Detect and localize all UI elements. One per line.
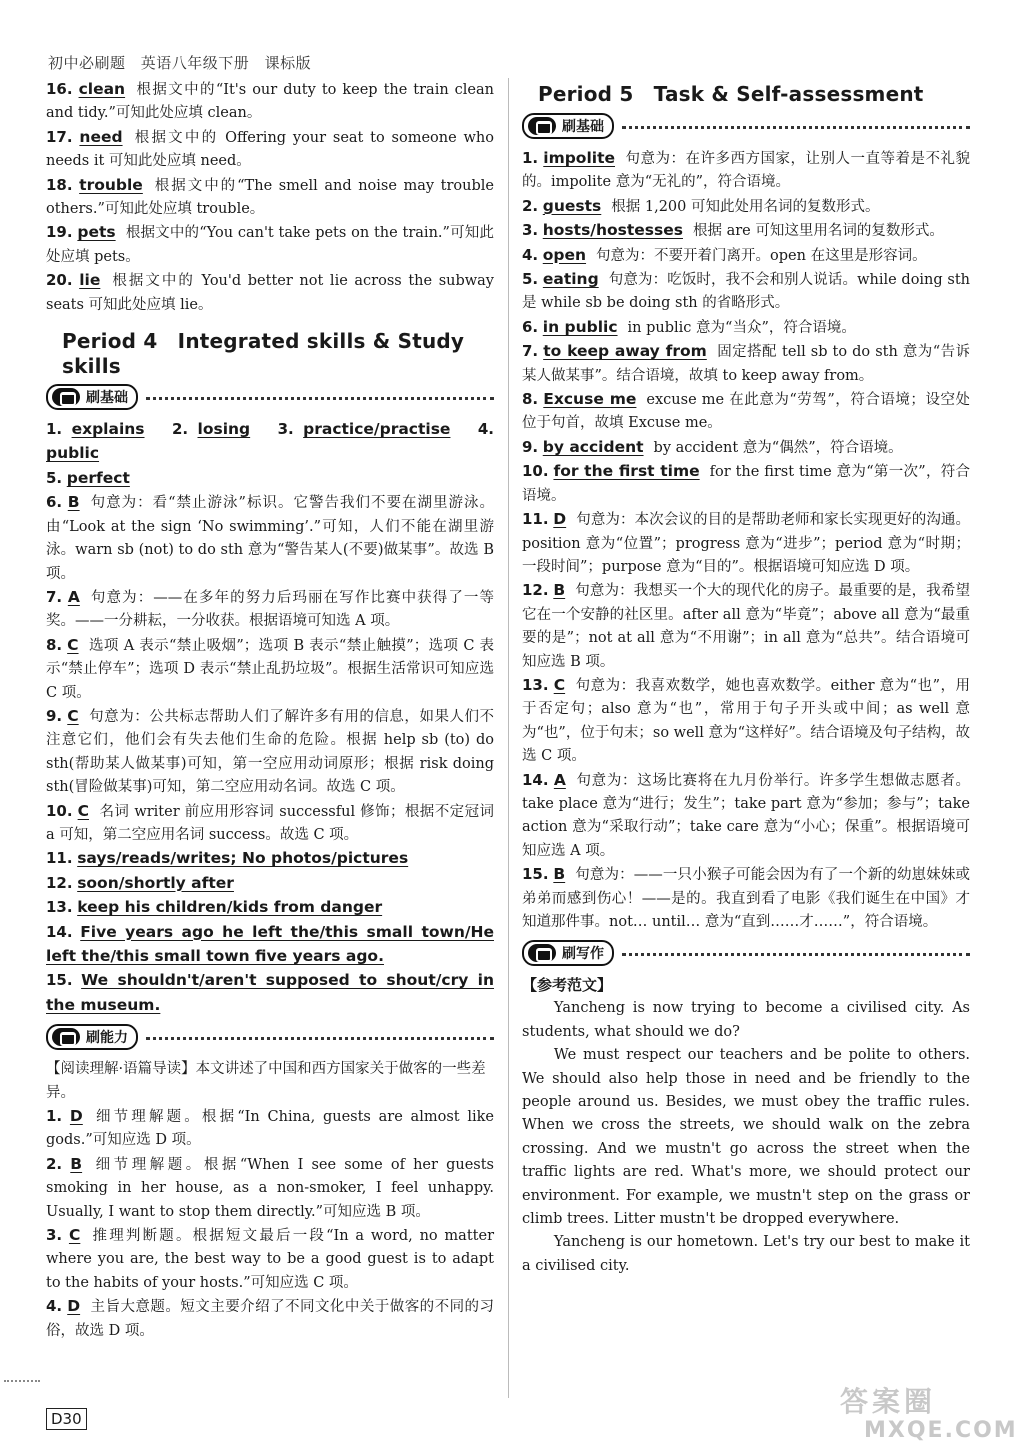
item-answer: clean: [78, 80, 126, 98]
item-number: 8.: [46, 635, 63, 654]
ability-tag-label: 刷能力: [86, 1030, 128, 1047]
item-answer: to keep away from: [543, 342, 707, 361]
answer-4: 4. public: [46, 420, 495, 463]
answer-entry: [522, 674, 970, 769]
answer-entry: [522, 244, 970, 268]
item-answer: C: [68, 1226, 81, 1245]
answer-entry: [46, 586, 494, 634]
item-answer: in public: [542, 317, 618, 336]
item-answer: hosts/hostesses: [542, 221, 683, 240]
period-4-title: Period 4 Integrated skills & Study skills: [62, 329, 465, 379]
answer-entry: [522, 340, 970, 388]
item-explanation: 根据文中的“The smell and noise may trouble others.”可知此处应填 trouble。: [46, 177, 494, 218]
item-number: 9.: [522, 437, 539, 456]
item-explanation: 句意为：我喜欢数学，她也喜欢数学。either 意为“也”，用于否定句；also 意为“也”，常用于句子开头或中间；as well 意为“也”，位于句末；so well 意为“这样好”。结合语境及句子结构，故选 C 项。: [522, 677, 970, 765]
answer-entry: [522, 436, 970, 460]
basics-tag-label: 刷基础: [562, 119, 604, 135]
watermark-url: MXQE.COM: [864, 1418, 1018, 1443]
item-number: 18.: [46, 175, 73, 194]
item-answer: We shouldn't/aren't supposed to shout/cry in the museum.: [46, 971, 495, 1014]
item-explanation: 根据 1,200 可知此处用名词的复数形式。: [611, 198, 880, 215]
brush-icon: [528, 117, 556, 135]
item-number: 4.: [46, 1297, 63, 1316]
item-number: 19.: [46, 223, 73, 242]
header-edition: 课标版: [264, 54, 312, 72]
item-answer: C: [553, 675, 566, 694]
answer-entry: [522, 508, 970, 579]
brush-icon: [52, 1028, 80, 1046]
item-answer: B: [553, 581, 566, 600]
item-explanation: 句意为：——一只小猴子可能会因为有了一个新的幼崽妹妹或弟弟而感到伤心！——是的。我直到看了电影《我们诞生在中国》才知道那件事。not… until… 意为“直到……才……”，符合语境。: [522, 867, 971, 930]
reading-answers: [46, 1105, 494, 1343]
item-number: 12.: [522, 581, 549, 600]
answer-entry: [46, 634, 494, 705]
corner-dotted-rule: [4, 1380, 40, 1382]
item-answer: for the first time: [553, 462, 700, 481]
item-answer: C: [67, 706, 79, 725]
item-explanation: 句意为：公共标志帮助人们了解许多有用的信息，如果人们不注意它们，他们会有失去他们生命的危险。根据 help sb (to) do sth(帮助某人做某事)可知，第一空应用动词原形；根据 risk doing sth(冒险做某事)可知，第二空应用动名词。故选 C 项。: [46, 708, 495, 796]
item-explanation: 句意为：本次会议的目的是帮助老师和家长实现更好的沟通。position 意为“位置”；progress 意为“进步”；period 意为“时期；一段时间”；purpose 意为“目的”。根据语境可知应选 D 项。: [522, 512, 971, 575]
item-explanation: 句意为：不要开着门离开。open 在这里是形容词。: [596, 247, 927, 264]
item-number: 15.: [46, 971, 73, 990]
item-number: 10.: [522, 462, 549, 481]
answer-entry: [46, 1153, 494, 1224]
dotted-rule: [146, 397, 494, 400]
item-number: 1.: [522, 149, 539, 167]
item-answer: guests: [542, 196, 602, 215]
dotted-rule: [622, 126, 970, 129]
answer-entry: [522, 195, 970, 219]
answer-entry: [46, 969, 494, 1018]
answer-entry: [46, 1105, 494, 1153]
item-number: 13.: [522, 675, 549, 694]
answer-entry: [46, 705, 494, 800]
item-number: 1.: [46, 1107, 63, 1126]
watermark-text: 答案圈: [840, 1385, 937, 1418]
answer-entry: [46, 896, 494, 920]
item-answer: trouble: [79, 175, 143, 194]
period-5-title: Period 5 Task & Self-assessment: [538, 82, 924, 106]
answer-entry: [522, 579, 970, 674]
answer-entry: [522, 147, 970, 195]
basics-tag-label: 刷基础: [86, 390, 128, 407]
item-number: 11.: [522, 510, 549, 529]
item-number: 2.: [46, 1154, 63, 1173]
item-answer: eating: [542, 270, 599, 289]
item-explanation: 句意为：——在多年的努力后玛丽在写作比赛中获得了一等奖。——一分耕耘，一分收获。根据语境可知选 A 项。: [46, 589, 495, 630]
model-essay: [522, 997, 970, 1278]
item-explanation: 细节理解题。根据“When I see some of her guests smoking in her house, as a non-smoker, I feel unhappy. Usually, I want to stop them directly.”可知应选 B 项。: [46, 1156, 494, 1220]
item-number: 8.: [522, 390, 539, 409]
header-subject: 英语八年级下册: [140, 54, 250, 72]
item-number: 9.: [46, 706, 63, 725]
inline-answers-1-4: [46, 418, 494, 467]
item-answer: by accident: [542, 437, 644, 456]
left-answers-6-10: [46, 491, 494, 847]
section-basics-bar-right: [522, 113, 970, 139]
ability-tag: [46, 1024, 138, 1050]
item-number: 12.: [46, 873, 73, 892]
item-number: 11.: [46, 849, 73, 868]
item-answer: soon/shortly after: [77, 873, 234, 892]
answer-entry: [522, 316, 970, 340]
essay-paragraph: Yancheng is now trying to become a civilised city. As students, what should we do?: [522, 1000, 970, 1040]
item-explanation: 根据文中的“You can't take pets on the train.”可知此处应填 pets。: [46, 225, 494, 265]
item-number: 6.: [522, 317, 539, 336]
section-ability-bar: [46, 1024, 494, 1050]
item-answer: need: [79, 127, 123, 146]
basics-tag: [522, 113, 614, 139]
answer-entry: [46, 847, 494, 871]
item-number: 14.: [522, 770, 549, 789]
left-answers-16-20: [46, 78, 494, 317]
answer-entry: [522, 388, 970, 436]
item-answer: lie: [79, 271, 101, 290]
answer-entry: [46, 491, 494, 586]
answer-3: 3. practice/practise: [277, 420, 451, 439]
answer-entry: [522, 219, 970, 243]
answer-entry: [46, 126, 494, 174]
answer-entry: [46, 174, 494, 222]
item-explanation: 推理判断题。根据短文最后一段“In a word, no matter where you are, the best way to be a good guest is to adapt to the habits of your hosts.”可知应选 C 项。: [46, 1228, 494, 1291]
item-answer: C: [67, 635, 79, 654]
brush-icon: [528, 944, 556, 962]
answer-1: 1. explains: [46, 420, 145, 439]
item-answer: A: [553, 770, 566, 789]
item-answer: B: [67, 493, 80, 512]
item-answer: Excuse me: [543, 390, 637, 409]
item-answer: keep his children/kids from danger: [77, 898, 383, 917]
answer-5: 5. perfect: [46, 468, 130, 487]
item-number: 16.: [46, 80, 73, 98]
item-explanation: 选项 A 表示“禁止吸烟”；选项 B 表示“禁止触摸”；选项 C 表示“禁止停车”；选项 D 表示“禁止乱扔垃圾”。根据生活常识可知应选 C 项。: [46, 637, 495, 701]
answer-entry: [46, 269, 494, 317]
item-explanation: 固定搭配 tell sb to do sth 意为“告诉某人做某事”。结合语境，故填 to keep away from。: [522, 344, 970, 384]
left-answers-11-15: [46, 847, 494, 1018]
basics-tag: [46, 384, 138, 410]
item-number: 6.: [46, 493, 63, 512]
answer-entry: [522, 268, 970, 316]
answer-entry: [522, 460, 970, 508]
answer-entry: [46, 1295, 494, 1343]
item-explanation: 句意为：我想买一个大的现代化的房子。最重要的是，我希望它在一个安静的社区里。after all 意为“毕竟”；above all 意为“最重要的是”；not at all 意为“不用谢”；in all 意为“总共”。结合语境可知应选 B 项。: [522, 583, 970, 670]
header-book: 初中必刷题: [48, 54, 126, 72]
item-explanation: 根据文中的 You'd better not lie across the subway seats 可知此处应填 lie。: [46, 273, 495, 313]
item-number: 7.: [522, 342, 539, 361]
answer-entry: [46, 872, 494, 896]
item-number: 13.: [46, 898, 73, 917]
item-explanation: 细节理解题。根据“In China, guests are almost like gods.”可知应选 D 项。: [46, 1109, 494, 1149]
item-number: 15.: [522, 865, 549, 884]
answer-entry: [46, 1224, 494, 1295]
page-header: [48, 52, 321, 73]
item-answer: A: [67, 587, 80, 606]
item-number: 7.: [46, 587, 63, 606]
item-explanation: 根据文中的 Offering your seat to someone who needs it 可知此处应填 need。: [46, 129, 495, 170]
item-number: 14.: [46, 922, 73, 941]
answer-entry: [46, 78, 494, 126]
brush-icon: [52, 388, 80, 406]
item-number: 17.: [46, 127, 73, 146]
answer-entry: [46, 221, 494, 269]
item-number: 20.: [46, 271, 73, 290]
item-explanation: 句意为：在许多西方国家，让别人一直等着是不礼貌的。impolite 意为“无礼的”，符合语境。: [522, 151, 970, 191]
column-divider: [508, 78, 509, 1398]
item-explanation: by accident 意为“偶然”，符合语境。: [653, 439, 903, 456]
item-number: 3.: [522, 221, 539, 240]
item-explanation: 名词 writer 前应用形容词 successful 修饰；根据不定冠词 a 可知，第二空应用名词 success。故选 C 项。: [46, 803, 495, 843]
item-answer: C: [77, 801, 90, 820]
item-explanation: 句意为：看“禁止游泳”标识。它警告我们不要在湖里游泳。由“Look at the sign ‘No swimming’.”可知，人们不能在湖里游泳。warn sb (not) to do sth 意为“警告某人(不要)做某事”。故选 B 项。: [46, 495, 495, 582]
left-column: [46, 78, 494, 1343]
item-explanation: excuse me 在此意为“劳驾”，符合语境；设空处位于句首，故填 Excuse me。: [522, 392, 970, 432]
section-basics-bar: [46, 384, 494, 410]
item-number: 3.: [46, 1226, 63, 1245]
item-answer: B: [70, 1154, 83, 1173]
writing-tag: [522, 940, 614, 966]
answer-entry: [522, 863, 970, 934]
essay-paragraph: We must respect our teachers and be polite to others. We should also help those in need and be friendly to the people around us. Besides, we must obey the traffic rules. When we cross the streets, we should walk on the zebra crossing. And we mustn't go across the street when the traffic lights are red. What's more, we should protect our environment. For example, we mustn't step on the grass or climb trees. Litter mustn't be dropped everywhere.: [522, 1047, 970, 1228]
item-explanation: 根据 are 可知这里用名词的复数形式。: [692, 223, 944, 240]
dotted-rule: [146, 1037, 494, 1040]
item-number: 2.: [522, 196, 539, 215]
page-number: D30: [46, 1408, 87, 1430]
dotted-rule: [622, 953, 970, 956]
right-answers-1-15: [522, 147, 970, 934]
answer-entry: [46, 921, 494, 970]
item-answer: says/reads/writes; No photos/pictures: [77, 849, 409, 868]
essay-title: 【参考范文】: [522, 976, 613, 995]
essay-paragraph: Yancheng is our hometown. Let's try our best to make it a civilised city.: [522, 1234, 970, 1274]
item-number: 5.: [522, 270, 539, 289]
watermark-logo: [800, 1380, 1018, 1449]
item-number: 10.: [46, 801, 73, 820]
item-answer: Five years ago he left the/this small town/He left the/this small town five years ago.: [46, 922, 494, 965]
item-answer: impolite: [543, 149, 616, 167]
item-explanation: 根据文中的“It's our duty to keep the train clean and tidy.”可知此处应填 clean。: [46, 82, 494, 122]
answer-entry: [46, 800, 494, 848]
item-answer: B: [553, 865, 566, 884]
item-answer: pets: [77, 223, 116, 242]
section-writing-bar: [522, 940, 970, 966]
item-explanation: for the first time 意为“第一次”，符合语境。: [522, 464, 971, 504]
item-explanation: in public 意为“当众”，符合语境。: [627, 319, 856, 336]
answer-2: 2. losing: [171, 420, 251, 439]
item-answer: open: [542, 245, 587, 264]
right-column: [522, 78, 970, 1278]
item-number: 4.: [522, 245, 539, 264]
item-answer: D: [67, 1297, 81, 1316]
item-explanation: 句意为：这场比赛将在九月份举行。许多学生想做志愿者。take place 意为“进行；发生”；take part 意为“参加；参与”；take action 意为“采取行动”；take care 意为“小心；保重”。根据语境可知应选 A 项。: [522, 772, 971, 859]
item-explanation: 句意为：吃饭时，我不会和别人说话。while doing sth 是 while sb be doing sth 的省略形式。: [522, 272, 970, 312]
answer-entry: [522, 769, 970, 864]
item-answer: D: [69, 1107, 83, 1126]
reading-intro: 【阅读理解·语篇导读】本文讲述了中国和西方国家关于做客的一些差异。: [46, 1061, 486, 1101]
writing-tag-label: 刷写作: [562, 946, 604, 963]
item-explanation: 主旨大意题。短文主要介绍了不同文化中关于做客的不同的习俗，故选 D 项。: [46, 1299, 495, 1339]
item-answer: D: [553, 510, 567, 529]
